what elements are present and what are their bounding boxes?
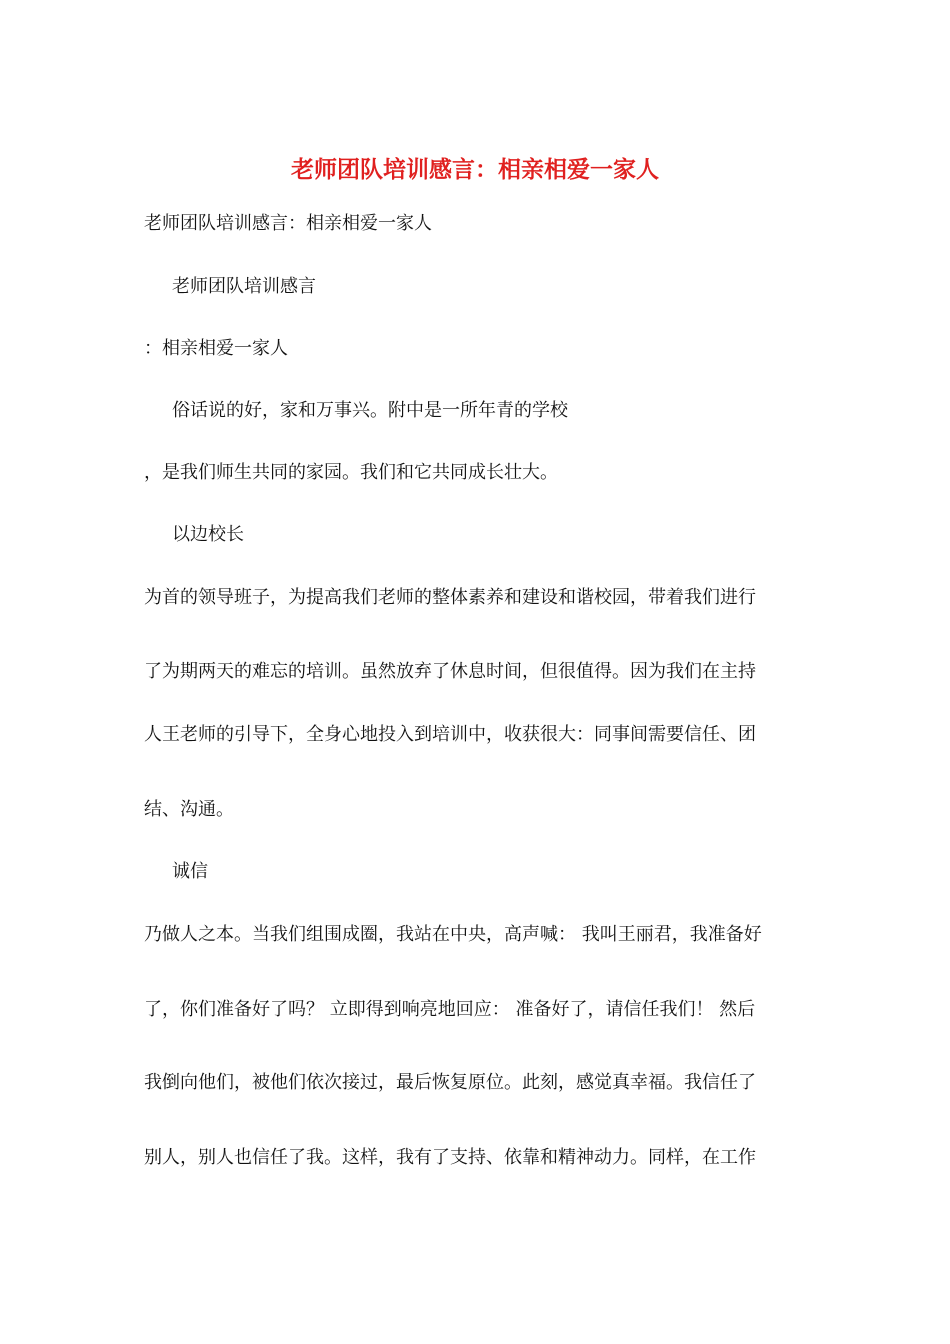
paragraph-line: 为首的领导班子，为提高我们老师的整体素养和建设和谐校园，带着我们进行 (144, 587, 756, 608)
paragraph-line: 俗话说的好，家和万事兴。附中是一所年青的学校 (172, 400, 568, 421)
paragraph-line: 结、沟通。 (144, 799, 234, 820)
paragraph-line: 别人，别人也信任了我。这样，我有了支持、依靠和精神动力。同样，在工作 (144, 1147, 756, 1168)
paragraph-line: ：相亲相爱一家人 (144, 338, 288, 359)
paragraph-line: 老师团队培训感言 (172, 276, 316, 297)
paragraph-line: 了，你们准备好了吗？ 立即得到响亮地回应： 准备好了，请信任我们！ 然后 (144, 999, 756, 1020)
paragraph-line: ，是我们师生共同的家园。我们和它共同成长壮大。 (144, 462, 558, 483)
document-title: 老师团队培训感言：相亲相爱一家人 (291, 156, 659, 183)
paragraph-line: 乃做人之本。当我们组围成圈，我站在中央，高声喊： 我叫王丽君，我准备好 (144, 924, 762, 945)
paragraph-line: 人王老师的引导下，全身心地投入到培训中，收获很大：同事间需要信任、团 (144, 724, 756, 745)
paragraph-line: 老师团队培训感言：相亲相爱一家人 (144, 213, 432, 234)
paragraph-line: 我倒向他们，被他们依次接过，最后恢复原位。此刻，感觉真幸福。我信任了 (144, 1072, 756, 1093)
paragraph-line: 诚信 (172, 861, 208, 882)
paragraph-line: 以边校长 (172, 524, 244, 545)
paragraph-line: 了为期两天的难忘的培训。虽然放弃了休息时间，但很值得。因为我们在主持 (144, 661, 756, 682)
